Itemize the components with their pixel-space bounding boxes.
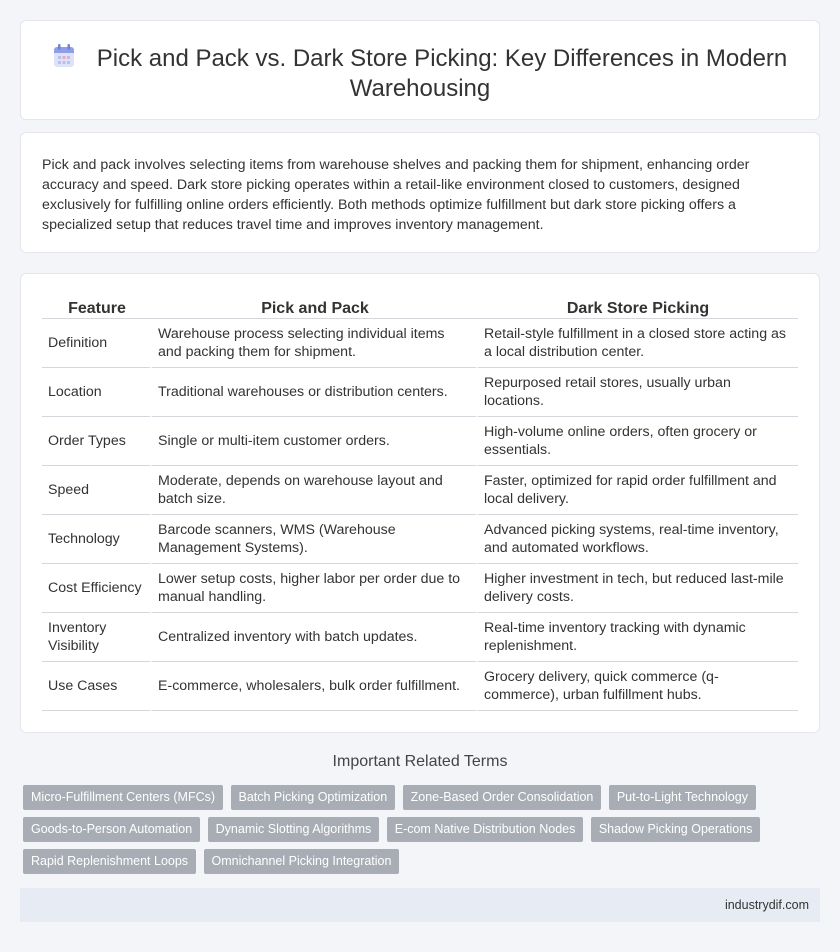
feature-cell: Technology bbox=[42, 515, 152, 564]
pick-and-pack-cell: Traditional warehouses or distribution centers. bbox=[152, 368, 478, 417]
dark-store-cell: Grocery delivery, quick commerce (q-commerce), urban fulfillment hubs. bbox=[478, 662, 798, 711]
title-wrap bbox=[21, 44, 819, 104]
related-term-tag[interactable]: Micro-Fulfillment Centers (MFCs) bbox=[23, 785, 223, 810]
header-feature: Feature bbox=[42, 296, 152, 319]
related-term-tag[interactable]: Omnichannel Picking Integration bbox=[204, 849, 400, 874]
related-term-tag[interactable]: Batch Picking Optimization bbox=[231, 785, 396, 810]
feature-cell: Location bbox=[42, 368, 152, 417]
dark-store-cell: High-volume online orders, often grocery or essentials. bbox=[478, 417, 798, 466]
table-row bbox=[42, 466, 798, 515]
header-pick-and-pack: Pick and Pack bbox=[152, 296, 478, 319]
dark-store-cell: Real-time inventory tracking with dynamic replenishment. bbox=[478, 613, 798, 662]
feature-cell: Cost Efficiency bbox=[42, 564, 152, 613]
table-row bbox=[42, 417, 798, 466]
related-term-tag[interactable]: Zone-Based Order Consolidation bbox=[403, 785, 602, 810]
page-title bbox=[51, 44, 789, 104]
dark-store-cell: Advanced picking systems, real-time inventory, and automated workflows. bbox=[478, 515, 798, 564]
related-terms-title: Important Related Terms bbox=[332, 753, 508, 770]
feature-cell: Order Types bbox=[42, 417, 152, 466]
table-row bbox=[42, 368, 798, 417]
table-row bbox=[42, 515, 798, 564]
pick-and-pack-cell: Single or multi-item customer orders. bbox=[152, 417, 478, 466]
related-term-tag[interactable]: Dynamic Slotting Algorithms bbox=[208, 817, 380, 842]
pick-and-pack-cell: E-commerce, wholesalers, bulk order fulfillment. bbox=[152, 662, 478, 711]
pick-and-pack-cell: Barcode scanners, WMS (Warehouse Management Systems). bbox=[152, 515, 478, 564]
feature-cell: Use Cases bbox=[42, 662, 152, 711]
feature-cell: Inventory Visibility bbox=[42, 613, 152, 662]
footer bbox=[20, 888, 820, 922]
dark-store-cell: Retail-style fulfillment in a closed store acting as a local distribution center. bbox=[478, 319, 798, 368]
related-term-tag[interactable]: Put-to-Light Technology bbox=[609, 785, 756, 810]
related-term-tag[interactable]: Rapid Replenishment Loops bbox=[23, 849, 196, 874]
feature-cell: Speed bbox=[42, 466, 152, 515]
dark-store-cell: Higher investment in tech, but reduced last-mile delivery costs. bbox=[478, 564, 798, 613]
table-row bbox=[42, 613, 798, 662]
page-title-text: Pick and Pack vs. Dark Store Picking: Key Differences in Modern Warehousing bbox=[96, 45, 788, 102]
related-terms-tags bbox=[23, 785, 783, 881]
intro-card bbox=[20, 132, 820, 253]
dark-store-cell: Repurposed retail stores, usually urban locations. bbox=[478, 368, 798, 417]
related-term-tag[interactable]: Shadow Picking Operations bbox=[591, 817, 761, 842]
table-row bbox=[42, 319, 798, 368]
pick-and-pack-cell: Moderate, depends on warehouse layout and batch size. bbox=[152, 466, 478, 515]
intro-paragraph: Pick and pack involves selecting items from warehouse shelves and packing them for shipment, enhancing order accuracy and speed. Dark store picking operates within a retail-like environment closed to customers, designed exclusively for fulfilling online orders efficiently. Both methods optimize fulfillment but dark store picking offers a specialized setup that reduces travel time and improves inventory management. bbox=[42, 157, 750, 233]
pick-and-pack-cell: Lower setup costs, higher labor per order due to manual handling. bbox=[152, 564, 478, 613]
pick-and-pack-cell: Warehouse process selecting individual items and packing them for shipment. bbox=[152, 319, 478, 368]
footer-site-link[interactable]: industrydif.com bbox=[724, 898, 809, 912]
document-icon bbox=[53, 44, 75, 68]
table-header-row bbox=[42, 296, 798, 319]
table-row bbox=[42, 564, 798, 613]
pick-and-pack-cell: Centralized inventory with batch updates. bbox=[152, 613, 478, 662]
comparison-table-card bbox=[20, 273, 820, 733]
title-card bbox=[20, 20, 820, 120]
feature-cell: Definition bbox=[42, 319, 152, 368]
header-dark-store-picking: Dark Store Picking bbox=[478, 296, 798, 319]
dark-store-cell: Faster, optimized for rapid order fulfillment and local delivery. bbox=[478, 466, 798, 515]
related-term-tag[interactable]: Goods-to-Person Automation bbox=[23, 817, 200, 842]
comparison-table bbox=[42, 296, 798, 711]
table-row bbox=[42, 662, 798, 711]
related-term-tag[interactable]: E-com Native Distribution Nodes bbox=[387, 817, 584, 842]
